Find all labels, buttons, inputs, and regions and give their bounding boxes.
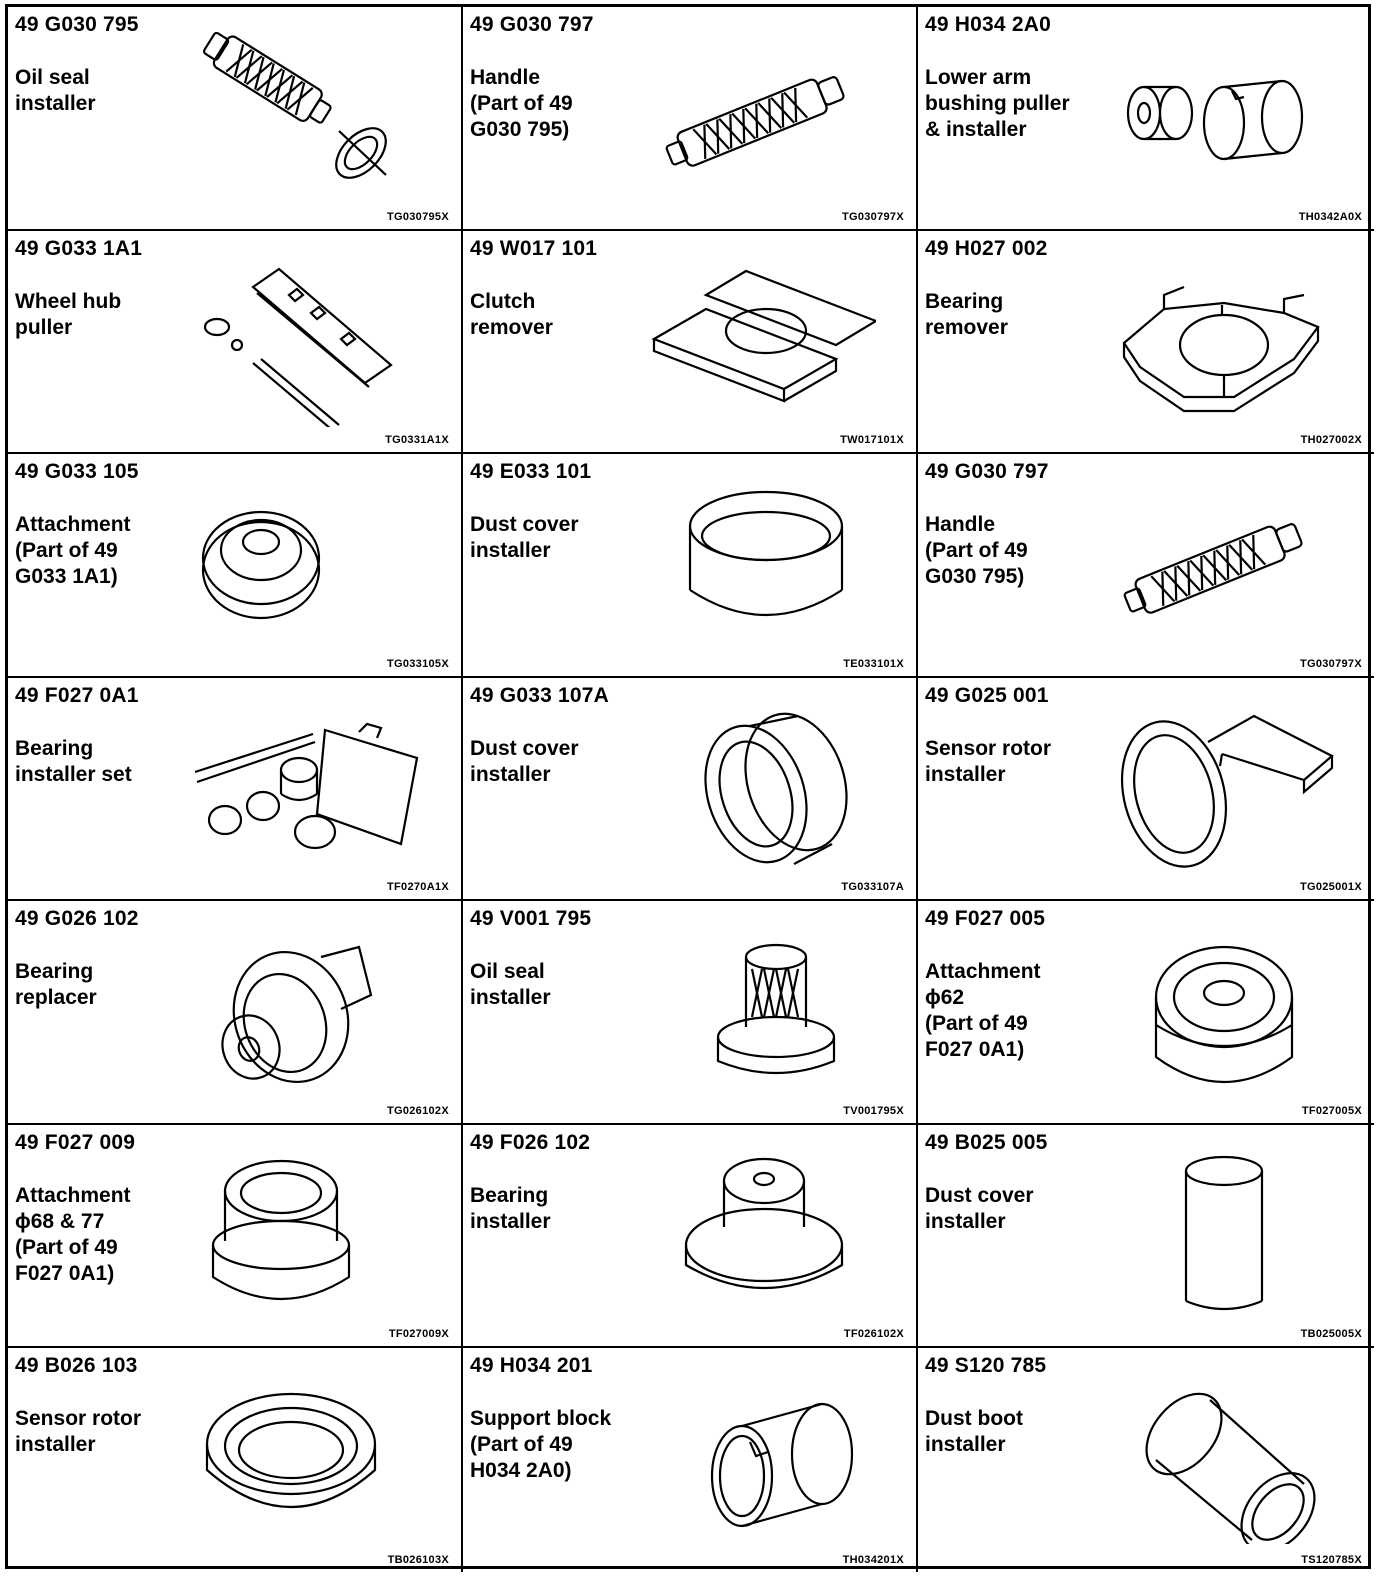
handle-icon [1104,470,1334,650]
wheel-hub-puller-icon [191,247,421,427]
tool-description: Oil seal installer [470,960,551,1010]
figure-code: TB025005X [1300,1328,1362,1341]
figure-code: TG025001X [1299,881,1362,894]
sensor-rotor-installer-icon [1104,694,1334,874]
figure-code: TG033107A [841,881,904,894]
part-number: 49 W017 101 [470,236,598,260]
part-number: 49 G025 001 [925,683,1049,707]
tool-description: Bearing installer [470,1183,551,1233]
figure-code: TW017101X [840,434,904,447]
part-number: 49 H027 002 [925,236,1048,260]
bearing-installer-set-icon [191,694,421,874]
tool-cell [8,901,463,1125]
dust-boot-installer-icon [1104,1364,1334,1544]
attachment-icon [191,1141,421,1321]
tool-cell [463,901,918,1125]
part-number: 49 F027 009 [15,1130,136,1154]
tool-description: Clutch remover [470,289,553,339]
part-number: 49 G030 797 [470,13,594,36]
tool-cell [8,1348,463,1572]
tool-cell [918,901,1374,1125]
special-tools-table [5,4,1371,1569]
part-number: 49 G033 105 [15,460,139,484]
tool-description: Dust cover installer [925,1183,1034,1233]
figure-code: TG026102X [386,1104,449,1117]
part-number: 49 F027 005 [925,907,1046,931]
tool-cell [463,678,918,902]
figure-code: TE033101X [843,657,904,670]
tool-description: Bearing remover [925,289,1008,339]
tool-cell [918,1125,1374,1349]
tool-cell [8,1125,463,1349]
part-number: 49 G030 797 [925,460,1049,484]
part-number: 49 H034 2A0 [925,13,1051,36]
tool-description: Wheel hub puller [15,289,122,339]
tool-description: Dust cover installer [470,513,579,563]
tool-cell [918,7,1374,231]
tool-description: Attachment ϕ62 (Part of 49 F027 0A1) [925,960,1041,1062]
tool-description: Bearing replacer [15,960,97,1010]
part-number: 49 G030 795 [15,13,139,36]
oil-seal-installer-icon [646,917,876,1097]
tool-cell [8,454,463,678]
part-number: 49 G033 1A1 [15,236,143,260]
tool-description: Dust cover installer [470,736,579,786]
tool-description: Attachment ϕ68 & 77 (Part of 49 F027 0A1) [15,1183,131,1285]
figure-code: TG030797X [841,210,904,223]
tool-cell [918,678,1374,902]
figure-code: TG030797X [1299,657,1362,670]
figure-code: TF027005X [1301,1104,1362,1117]
part-number: 49 F027 0A1 [15,683,139,707]
clutch-remover-icon [646,247,876,427]
part-number: 49 B025 005 [925,1130,1048,1154]
tool-description: Sensor rotor installer [15,1407,142,1457]
tool-description: Lower arm bushing puller & installer [925,66,1070,141]
tool-cell [463,1125,918,1349]
part-number: 49 B026 103 [15,1354,138,1378]
figure-code: TH034201X [842,1553,904,1566]
figure-code: TH0342A0X [1298,210,1362,223]
tool-cell [463,231,918,455]
tool-cell [463,1348,918,1572]
part-number: 49 E033 101 [470,460,592,484]
support-block-icon [646,1364,876,1544]
tool-cell [8,7,463,231]
sensor-rotor-installer-icon [191,1364,421,1544]
bushing-puller-icon [1104,23,1334,203]
part-number: 49 G026 102 [15,907,139,931]
tool-cell [918,454,1374,678]
tool-cell [463,454,918,678]
figure-code: TB026103X [387,1553,449,1566]
part-number: 49 G033 107A [470,683,610,707]
handle-icon [646,23,876,203]
tool-description: Bearing installer set [15,736,132,786]
figure-code: TF0270A1X [386,881,449,894]
tool-cell [918,231,1374,455]
tool-description: Attachment (Part of 49 G033 1A1) [15,513,131,589]
dust-cover-installer-icon [1104,1141,1334,1321]
part-number: 49 H034 201 [470,1354,593,1378]
tool-cell [918,1348,1374,1572]
figure-code: TF027009X [388,1328,449,1341]
figure-code: TF026102X [843,1328,904,1341]
figure-code: TH027002X [1300,434,1362,447]
figure-code: TG0331A1X [385,434,449,447]
attachment-icon [1104,917,1334,1097]
tool-description: Support block (Part of 49 H034 2A0) [470,1407,612,1483]
tool-description: Sensor rotor installer [925,736,1052,786]
dust-cover-installer-icon [646,470,876,650]
tool-description: Handle (Part of 49 G030 795) [470,66,573,141]
attachment-icon [191,470,421,650]
figure-code: TV001795X [843,1104,904,1117]
figure-code: TG030795X [386,210,449,223]
part-number: 49 S120 785 [925,1354,1047,1378]
tool-description: Dust boot installer [925,1407,1023,1457]
part-number: 49 F026 102 [470,1130,591,1154]
tool-description: Oil seal installer [15,66,96,115]
figure-code: TG033105X [386,657,449,670]
bearing-replacer-icon [191,917,421,1097]
figure-code: TS120785X [1301,1553,1362,1566]
dust-cover-installer-icon [646,694,876,874]
tool-description: Handle (Part of 49 G030 795) [925,513,1028,589]
bearing-installer-icon [646,1141,876,1321]
part-number: 49 V001 795 [470,907,592,931]
oil-seal-installer-icon [191,23,421,203]
tool-cell [8,231,463,455]
tool-cell [463,7,918,231]
bearing-remover-icon [1104,247,1334,427]
tool-cell [8,678,463,902]
